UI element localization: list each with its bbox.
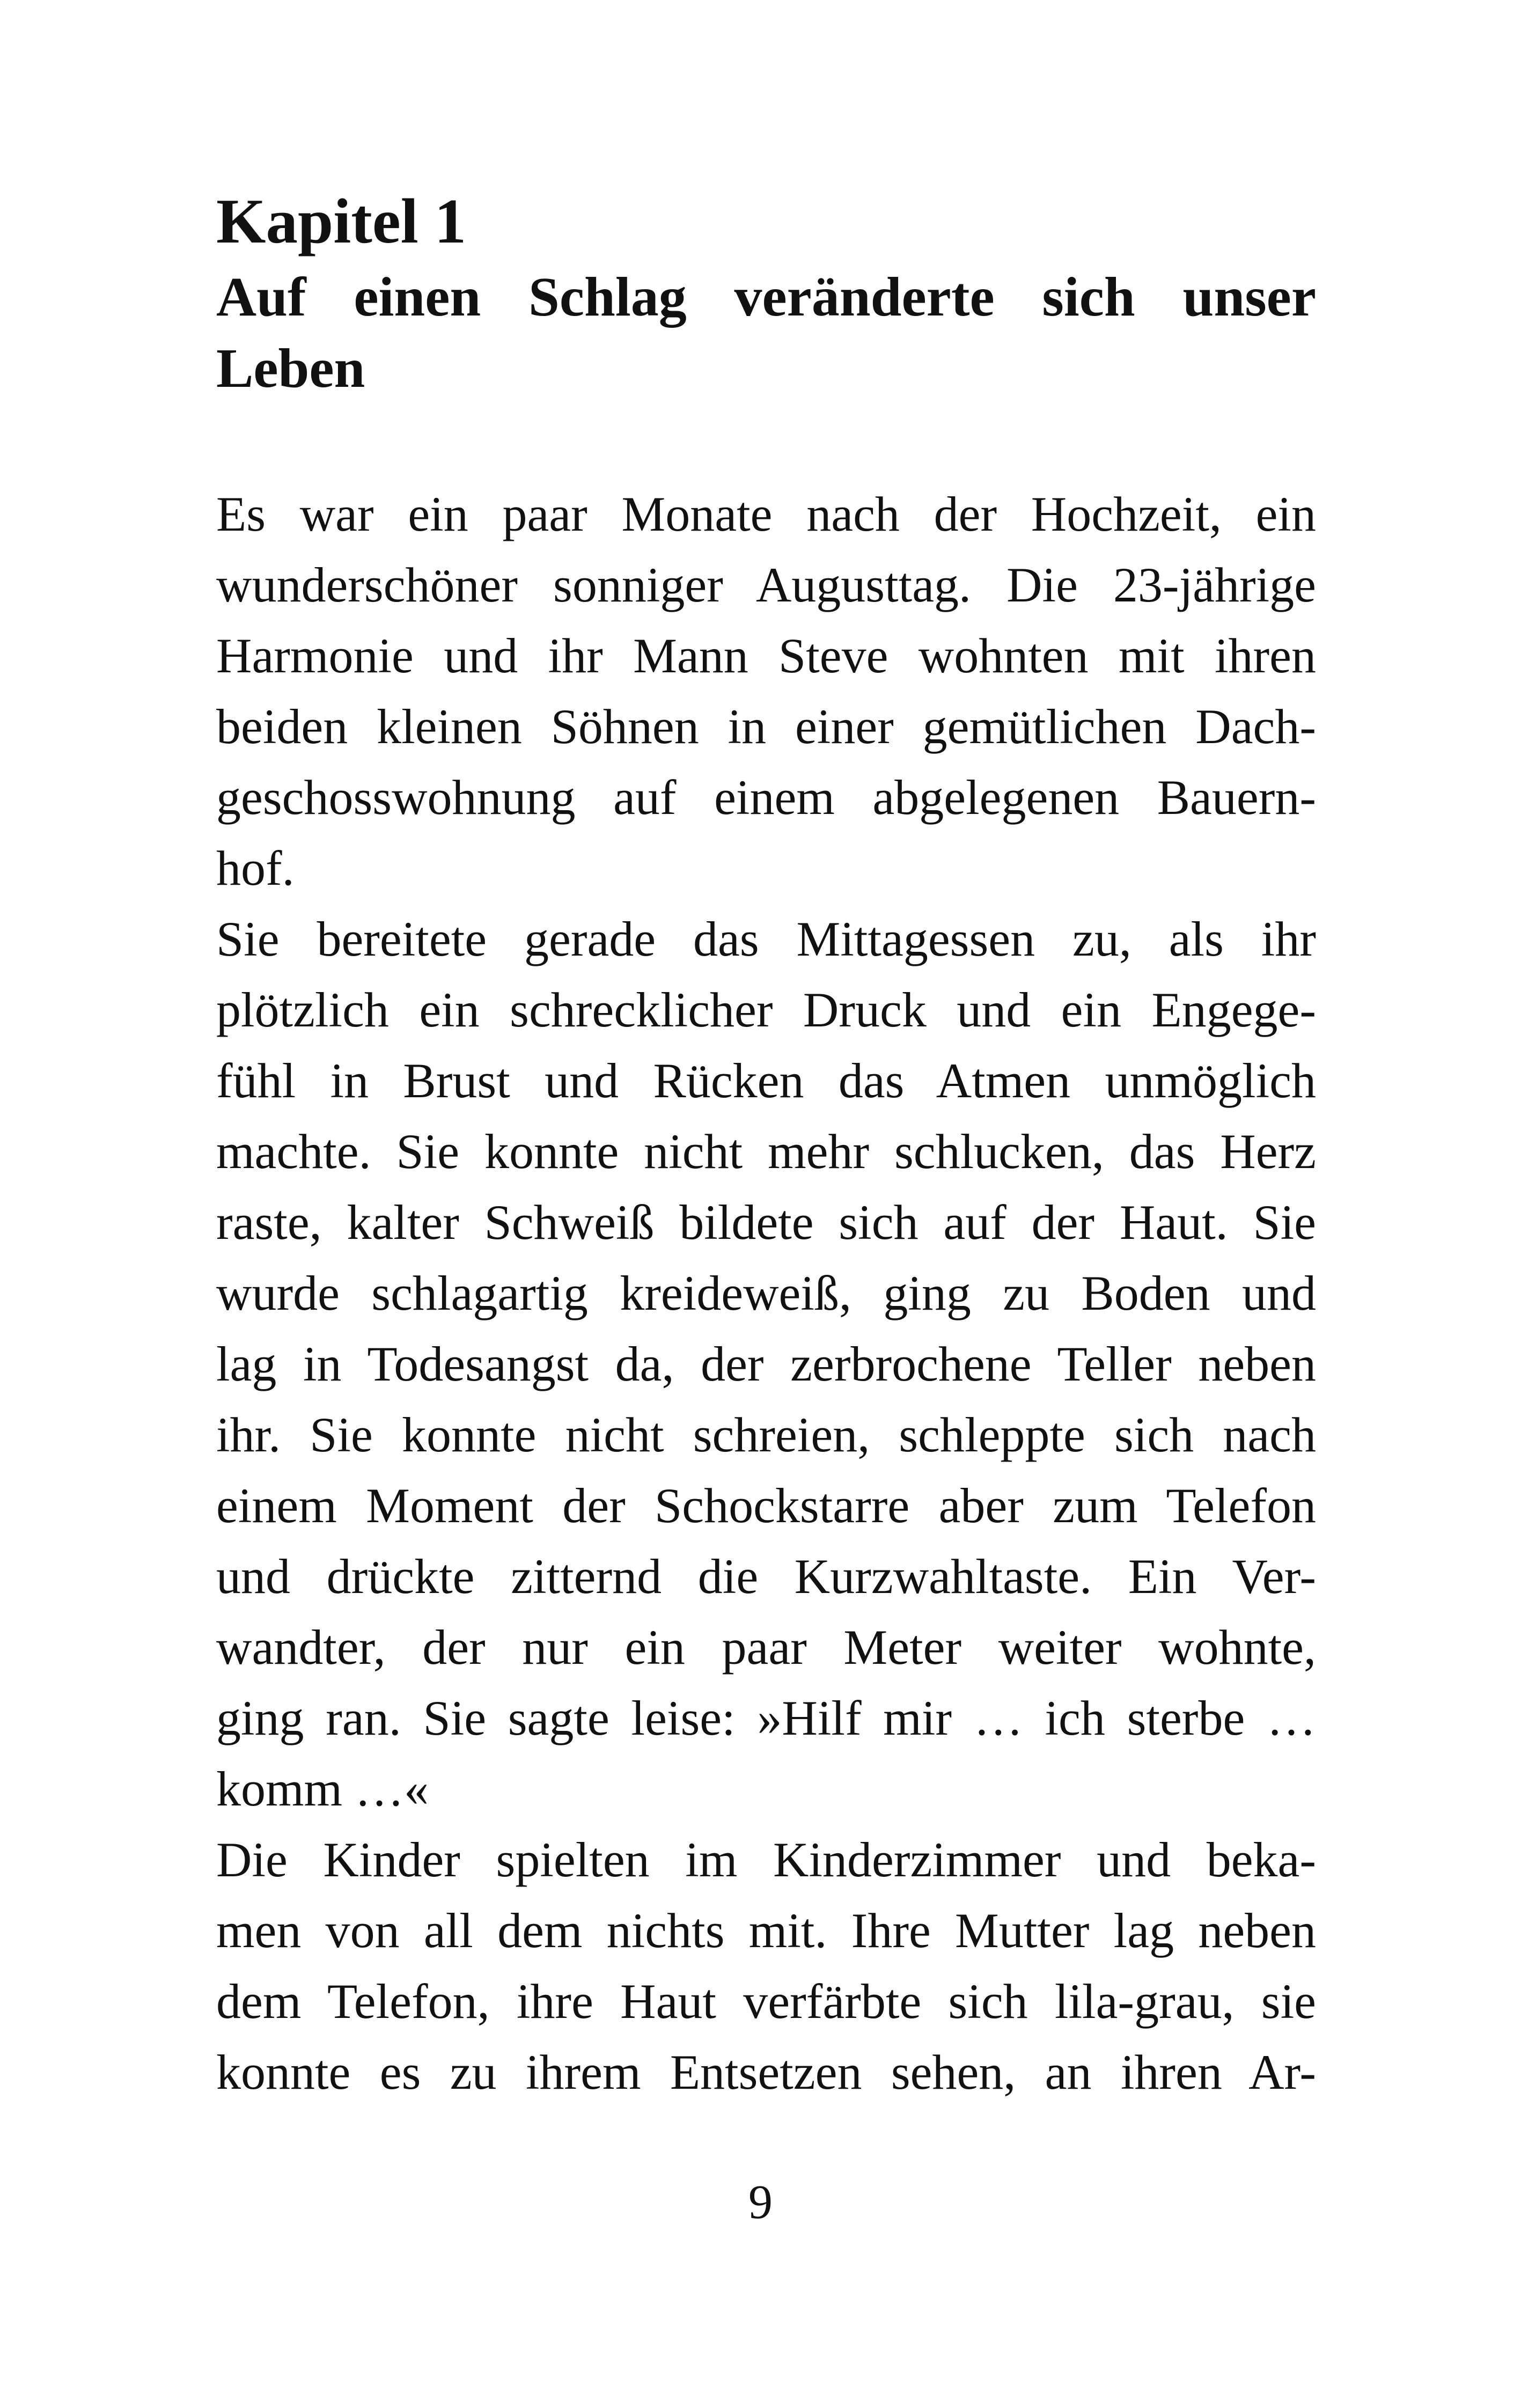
text-line: konnte es zu ihrem Entsetzen sehen, an ihren Ar- — [216, 2045, 1316, 2099]
text-line: wunderschöner sonniger Augusttag. Die 23-jährige — [216, 557, 1316, 612]
text-line: dem Telefon, ihre Haut verfärbte sich lila-grau, sie — [216, 1974, 1316, 2029]
text-line: wandter, der nur ein paar Meter weiter wohnte, — [216, 1620, 1316, 1675]
text-line: raste, kalter Schweiß bildete sich auf der Haut. Sie — [216, 1195, 1316, 1250]
text-line: und drückte zitternd die Kurzwahltaste. Ein Ver- — [216, 1549, 1316, 1604]
chapter-title — [216, 261, 1316, 404]
chapter-title-line: Auf einen Schlag veränderte sich unser — [216, 266, 1316, 328]
text-line: Die Kinder spielten im Kinderzimmer und beka- — [216, 1832, 1316, 1887]
text-line: Harmonie und ihr Mann Steve wohnten mit ihren — [216, 628, 1316, 683]
text-line: ihr. Sie konnte nicht schreien, schleppte sich nach — [216, 1407, 1316, 1462]
text-line: fühl in Brust und Rücken das Atmen unmöglich — [216, 1053, 1316, 1108]
text-line: beiden kleinen Söhnen in einer gemütlichen Dach- — [216, 699, 1316, 754]
text-line: hof. — [216, 841, 295, 895]
text-line: Sie bereitete gerade das Mittagessen zu, als ihr — [216, 912, 1316, 966]
text-line: ging ran. Sie sagte leise: »Hilf mir … ich sterbe … — [216, 1691, 1316, 1745]
text-line: geschosswohnung auf einem abgelegenen Bauern- — [216, 770, 1316, 825]
text-line: plötzlich ein schrecklicher Druck und ein Engege- — [216, 982, 1316, 1037]
text-line: wurde schlagartig kreideweiß, ging zu Boden und — [216, 1266, 1316, 1320]
text-line: machte. Sie konnte nicht mehr schlucken, das Herz — [216, 1124, 1316, 1179]
text-line: lag in Todesangst da, der zerbrochene Teller neben — [216, 1337, 1316, 1391]
text-line: Es war ein paar Monate nach der Hochzeit, ein — [216, 487, 1316, 541]
chapter-number: Kapitel 1 — [216, 186, 467, 256]
chapter-title-line: Leben — [216, 337, 365, 399]
text-line: einem Moment der Schockstarre aber zum Telefon — [216, 1478, 1316, 1533]
text-line: komm …« — [216, 1761, 429, 1816]
body-text — [216, 479, 1316, 2108]
page-number: 9 — [748, 2176, 773, 2229]
text-line: men von all dem nichts mit. Ihre Mutter lag neben — [216, 1903, 1316, 1958]
